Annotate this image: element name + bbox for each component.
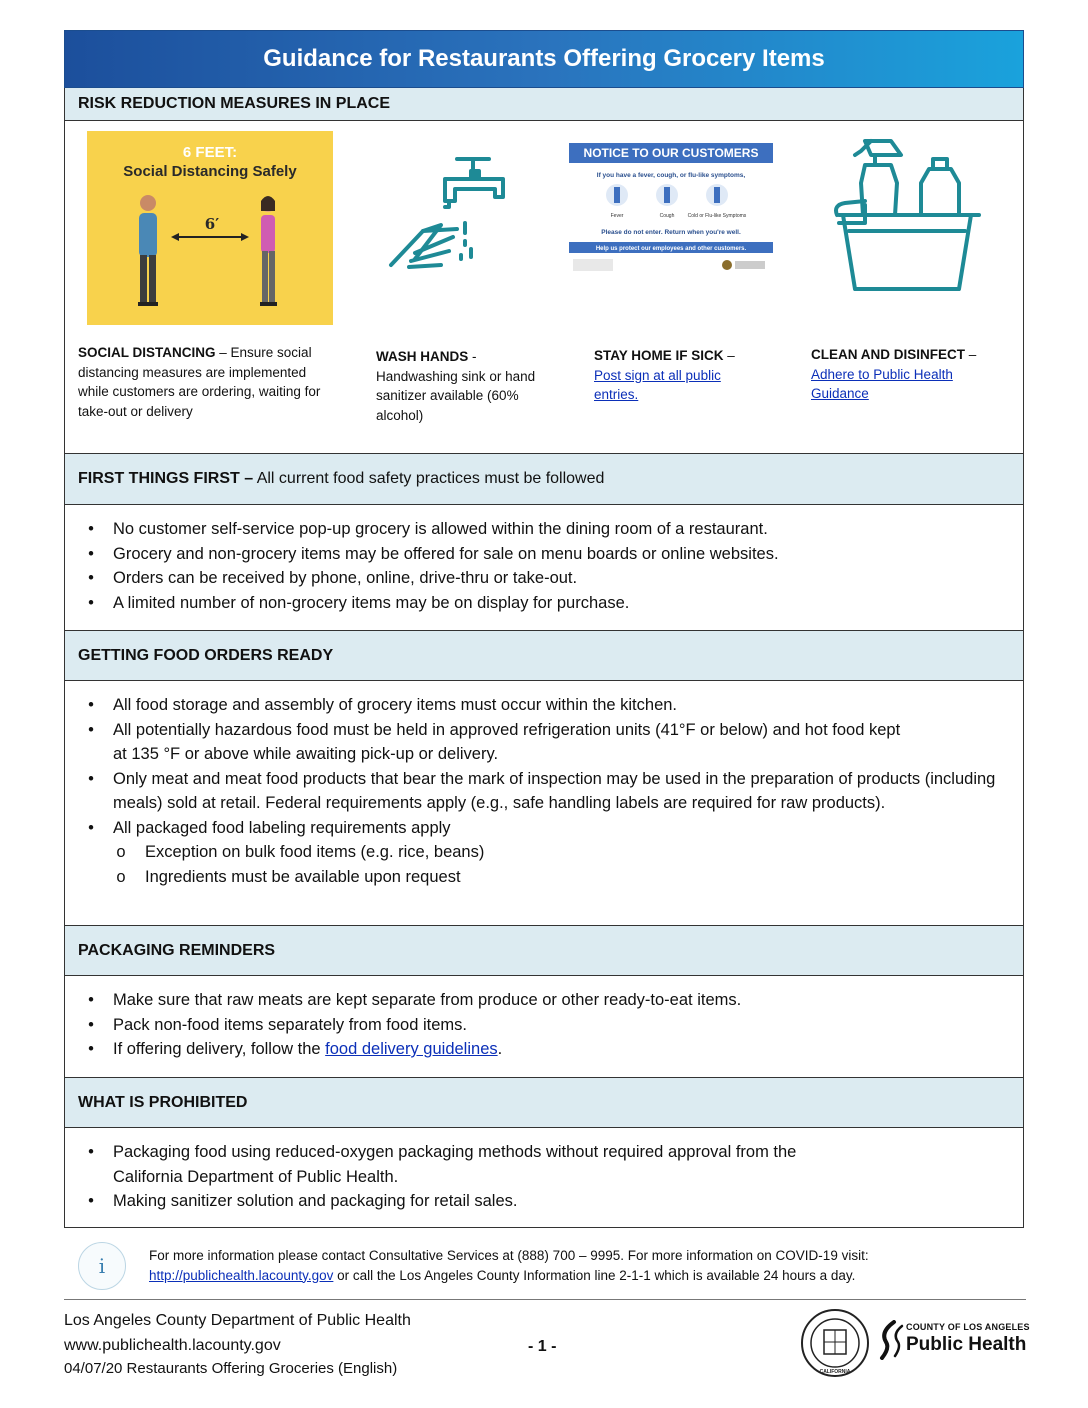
- poster-title-line2: Social Distancing Safely: [123, 163, 297, 180]
- caption-label: CLEAN AND DISINFECT: [811, 347, 965, 362]
- list-item-text: All packaged food labeling requirements apply: [113, 818, 451, 837]
- page-title: Guidance for Restaurants Offering Grocery Items: [64, 30, 1024, 88]
- poster-distance-label: 6′: [204, 215, 220, 233]
- clean-disinfect-caption: [811, 345, 1001, 404]
- list-item-text: Making sanitizer solution and packaging for retail sales.: [113, 1192, 518, 1210]
- list-item: • No customer self-service pop-up grocery is allowed within the dining room of a restaurant.: [88, 520, 768, 538]
- public-health-guidance-link[interactable]: Adhere to Public Health Guidance: [811, 366, 953, 401]
- contact-info-box: [78, 1242, 1028, 1290]
- list-item-text: A limited number of non-grocery items may be on display for purchase.: [113, 593, 630, 612]
- list-item: • All food storage and assembly of grocery items must occur within the kitchen.: [88, 696, 678, 714]
- prohibited-heading: [65, 1077, 1023, 1128]
- list-item: • Orders can be received by phone, online, drive-thru or take-out.: [88, 569, 578, 587]
- notice-line2: Please do not enter. Return when you're well.: [601, 229, 741, 236]
- sub-list-item: o Exception on bulk food items (e.g. rice, beans): [116, 843, 485, 861]
- poster-title-line1: 6 FEET:: [182, 144, 238, 161]
- list-item-text: Make sure that raw meats are kept separate from produce or other ready-to-eat items.: [113, 991, 742, 1009]
- stay-home-caption: [594, 346, 754, 405]
- list-item: • If offering delivery, follow the food delivery guidelines.: [88, 1040, 503, 1058]
- risk-section-heading: [65, 88, 1023, 121]
- wash-hands-caption: [376, 347, 546, 425]
- list-item-text: All potentially hazardous food must be held in approved refrigeration units (41°F or below) and hot food kept at 135 °F or above while awaiting pick-up or delivery.: [113, 720, 901, 763]
- list-item: • Packaging food using reduced-oxygen packaging methods without required approval from the California Department of Public Health.: [88, 1143, 797, 1186]
- risk-heading-text: RISK REDUCTION MEASURES IN PLACE: [78, 95, 391, 112]
- sub-list-item-text: Exception on bulk food items (e.g. rice, beans): [145, 843, 485, 861]
- list-item-text: Packaging food using reduced-oxygen packaging methods without required approval from the California Department of Public Health.: [113, 1143, 797, 1186]
- list-item-text: Orders can be received by phone, online, drive-thru or take-out.: [113, 569, 578, 587]
- caption-text: - Handwashing sink or hand sanitizer available (60% alcohol): [376, 349, 536, 423]
- caption-text: –: [965, 347, 977, 362]
- orders-ready-list: [65, 681, 1023, 925]
- footer-department: Los Angeles County Department of Public Health: [64, 1312, 411, 1329]
- list-item: • All potentially hazardous food must be held in approved refrigeration units (41°F or below) and hot food kept at 135 °F or above while awaiting pick-up or delivery.: [88, 720, 901, 763]
- notice-line1: If you have a fever, cough, or flu-like symptoms,: [596, 172, 746, 179]
- cough-icon: [656, 184, 678, 206]
- risk-section-body: [65, 121, 1023, 453]
- seal-text: CALIFORNIA: [819, 1369, 851, 1375]
- footer-url: www.publichealth.lacounty.gov: [64, 1337, 281, 1354]
- notice-line3: Help us protect our employees and other customers.: [595, 246, 747, 252]
- contact-info-text: [149, 1246, 949, 1285]
- info-text: For more information please contact Consultative Services at (888) 700 – 9995. For more information on COVID-19 visit:: [149, 1248, 869, 1263]
- list-item: • Making sanitizer solution and packaging for retail sales.: [88, 1192, 518, 1210]
- county-seal-icon: [800, 1308, 870, 1378]
- prohibited-list: [65, 1128, 1023, 1227]
- list-item-text: Grocery and non-grocery items may be offered for sale on menu boards or online websites.: [113, 544, 779, 563]
- list-item-text: Pack non-food items separately from food items.: [113, 1015, 467, 1034]
- list-item: • Pack non-food items separately from food items.: [88, 1015, 467, 1034]
- social-distancing-caption: [78, 343, 322, 421]
- notice-icon-label: Fever: [610, 213, 624, 219]
- notice-sign-image: [567, 141, 775, 279]
- prohibited-heading-text: WHAT IS PROHIBITED: [78, 1093, 248, 1111]
- cold-symptoms-icon: [706, 184, 728, 206]
- logo-top-text: COUNTY OF LOS ANGELES: [906, 1322, 1030, 1332]
- list-item-text: .: [497, 1040, 503, 1058]
- info-icon: i: [78, 1242, 126, 1290]
- first-things-heading: [65, 453, 1023, 505]
- public-health-logo-mark-icon: [876, 1320, 910, 1360]
- notice-header: NOTICE TO OUR CUSTOMERS: [583, 146, 759, 160]
- list-item: • A limited number of non-grocery items may be on display for purchase.: [88, 593, 630, 612]
- guidance-table: [64, 88, 1024, 1228]
- footer-divider: [64, 1299, 1026, 1300]
- notice-icon-label: Cough: [659, 213, 675, 219]
- page-number: - 1 -: [528, 1338, 557, 1355]
- caption-label: SOCIAL DISTANCING: [78, 345, 216, 360]
- list-item-text: All food storage and assembly of grocery items must occur within the kitchen.: [113, 696, 678, 714]
- list-item: • All packaged food labeling requirements apply: [88, 818, 451, 837]
- sub-list-item: o Ingredients must be available upon request: [116, 867, 461, 886]
- cleaning-supplies-icon: [829, 135, 985, 295]
- caption-label: WASH HANDS: [376, 349, 469, 364]
- fever-icon: [606, 184, 628, 206]
- packaging-list: [65, 976, 1023, 1077]
- food-delivery-guidelines-link[interactable]: food delivery guidelines: [325, 1040, 498, 1058]
- notice-icon-label: Cold or Flu-like Symptoms: [687, 213, 747, 219]
- packaging-heading: [65, 925, 1023, 976]
- document-page: [64, 30, 1024, 1228]
- list-item-text: If offering delivery, follow the: [113, 1040, 326, 1058]
- caption-label: STAY HOME IF SICK: [594, 348, 724, 363]
- list-item-text: Only meat and meat food products that bear the mark of inspection may be used in the preparation of products (including meals) sold at retail. Federal requirements apply (e.g., safe handling labels are required for raw products).: [113, 769, 996, 812]
- post-sign-link[interactable]: Post sign at all public entries.: [594, 367, 721, 402]
- list-item: • Only meat and meat food products that bear the mark of inspection may be used in the preparation of products (including meals) sold at retail. Federal requirements apply (e.g., safe handling labels are required for raw products).: [88, 769, 996, 812]
- orders-ready-heading-text: GETTING FOOD ORDERS READY: [78, 646, 334, 664]
- first-things-label: FIRST THINGS FIRST –: [78, 470, 254, 487]
- list-item-text: No customer self-service pop-up grocery is allowed within the dining room of a restaurant.: [113, 520, 768, 538]
- info-text: or call the Los Angeles County Information line 2-1-1 which is available 24 hours a day.: [333, 1267, 856, 1283]
- first-things-list: [65, 505, 1023, 630]
- caption-text: – Ensure social distancing measures are implemented while customers are ordering, waiting for take-out or delivery: [78, 345, 321, 419]
- caption-text: –: [723, 348, 735, 363]
- sub-list-item-text: Ingredients must be available upon request: [145, 867, 461, 886]
- handwashing-icon: [385, 153, 509, 279]
- footer-date-label: 04/07/20 Restaurants Offering Groceries (English): [64, 1360, 398, 1377]
- first-things-text: All current food safety practices must be followed: [253, 470, 605, 487]
- social-distancing-poster: [87, 131, 333, 325]
- logo-main-text: Public Health: [906, 1334, 1027, 1355]
- list-item: • Grocery and non-grocery items may be offered for sale on menu boards or online websites.: [88, 544, 779, 563]
- public-health-logo: [876, 1318, 1030, 1362]
- public-health-website-link[interactable]: http://publichealth.lacounty.gov: [149, 1267, 334, 1283]
- orders-ready-heading: [65, 630, 1023, 681]
- list-item: • Make sure that raw meats are kept separate from produce or other ready-to-eat items.: [88, 991, 742, 1009]
- packaging-heading-text: PACKAGING REMINDERS: [78, 941, 276, 959]
